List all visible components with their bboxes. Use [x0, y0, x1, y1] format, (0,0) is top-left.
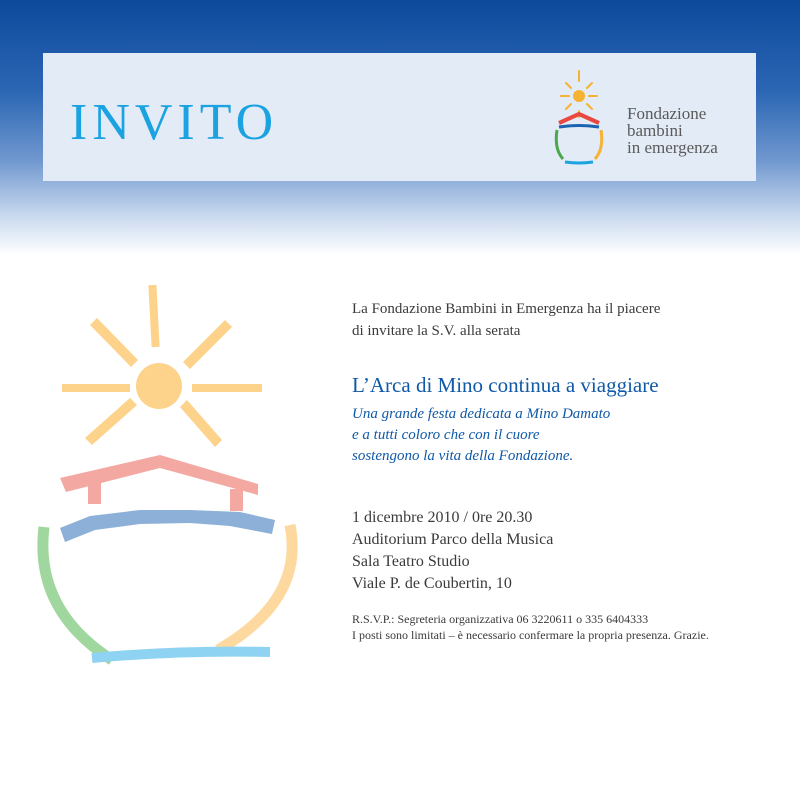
event-room: Sala Teatro Studio	[352, 553, 470, 570]
event-title: L’Arca di Mino continua a viaggiare	[352, 373, 659, 397]
event-date: 1 dicembre 2010 / 0re 20.30	[352, 509, 533, 526]
ark-sun-logo-icon	[549, 67, 609, 177]
event-address: Viale P. de Coubertin, 10	[352, 575, 512, 592]
rsvp-info	[352, 611, 782, 643]
event-details	[352, 507, 782, 595]
intro-line: La Fondazione Bambini in Emergenza ha il piacere	[352, 301, 661, 317]
logo-text	[627, 105, 718, 156]
logo-text-line: bambini	[627, 121, 683, 140]
rsvp-line: R.S.V.P.: Segreteria organizzativa 06 3220611 o 335 6404333	[352, 612, 649, 626]
event-venue: Auditorium Parco della Musica	[352, 531, 554, 548]
invitation-content	[352, 298, 782, 643]
intro-line: di invitare la S.V. alla serata	[352, 323, 521, 339]
header-panel	[43, 53, 756, 181]
ark-sun-illustration-icon	[30, 280, 310, 670]
description-line: sostengono la vita della Fondazione.	[352, 448, 574, 464]
description-line: e a tutti coloro che con il cuore	[352, 427, 540, 443]
intro-text	[352, 298, 782, 342]
event-description	[352, 404, 782, 467]
logo-text-line: Fondazione	[627, 104, 707, 123]
description-line: Una grande festa dedicata a Mino Damato	[352, 406, 611, 422]
logo-text-line: in emergenza	[627, 138, 718, 157]
rsvp-note: I posti sono limitati – è necessario confermare la propria presenza. Grazie.	[352, 628, 709, 642]
page-title: INVITO	[70, 94, 279, 151]
